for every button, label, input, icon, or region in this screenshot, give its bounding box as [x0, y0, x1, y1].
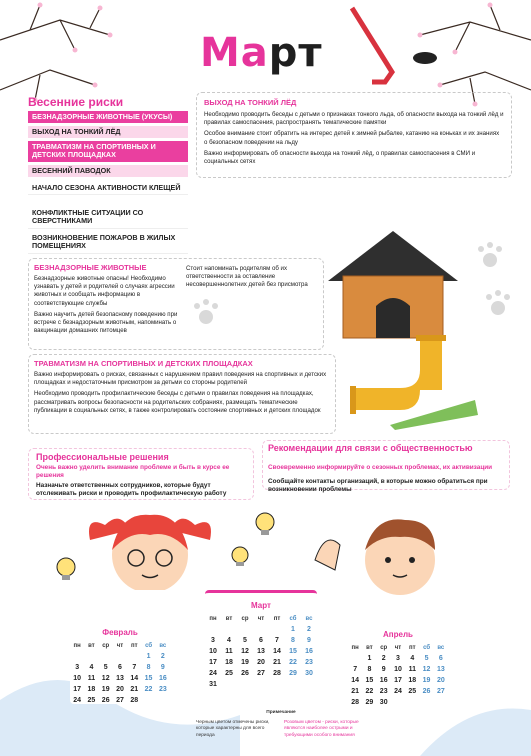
- calendar-day: 24: [209, 670, 217, 677]
- calendar-day: 15: [289, 648, 297, 655]
- calendar-day: 12: [422, 666, 431, 673]
- animals-paragraph-2: Важно научить детей безопасному поведению при встрече с безнадзорным животным, напоминать о вакцинации домашних питомцев: [34, 310, 178, 335]
- calendar-day: [141, 697, 155, 704]
- calendar-weekday: вт: [366, 645, 373, 651]
- calendar-weekday: вт: [225, 616, 233, 622]
- animals-title: БЕЗНАДЗОРНЫЕ ЖИВОТНЫЕ: [34, 263, 147, 272]
- calendar-day: 1: [291, 626, 295, 633]
- calendar-day: 11: [408, 666, 416, 673]
- calendar-day: [205, 626, 221, 633]
- calendar-day: 19: [101, 686, 110, 693]
- calendar-day: 1: [367, 655, 372, 662]
- calendar-day: 3: [211, 637, 215, 644]
- calendar-weekday: пт: [273, 616, 281, 622]
- calendar-day: 14: [351, 677, 360, 684]
- animals-paragraph-1: Безнадзорные животные опасны! Необходимо узнавать у детей и родителей о случаях агрессии животных и сообщать информацию в соответствующие службы: [34, 275, 175, 307]
- calendar-day: 18: [87, 686, 96, 693]
- calendar-day: 4: [227, 637, 231, 644]
- calendar-weekday: сб: [423, 645, 431, 651]
- calendar-weekday: ср: [102, 643, 110, 649]
- legend: [196, 710, 366, 739]
- calendar-weekday: вс: [305, 616, 313, 622]
- calendar-weekday: чт: [394, 645, 402, 651]
- calendar-day: [99, 653, 113, 660]
- legend-heading: Примечание: [266, 710, 296, 715]
- calendar-day: 13: [436, 666, 445, 673]
- calendar-day: 7: [132, 664, 137, 671]
- doghouse-illustration: [318, 226, 468, 341]
- risk-item: КОНФЛИКТНЫЕ СИТУАЦИИ СО СВЕРСТНИКАМИ: [28, 207, 188, 229]
- calendar-day: 7: [353, 666, 358, 673]
- sport-title: ТРАВМАТИЗМ НА СПОРТИВНЫХ И ДЕТСКИХ ПЛОЩАДКАХ: [34, 359, 253, 368]
- calendar-day: 29: [365, 699, 374, 706]
- calendar-day: 6: [259, 637, 263, 644]
- calendar-day: 17: [73, 686, 82, 693]
- sport-paragraph-2: Необходимо проводить профилактические беседы с детьми о правилах поведения на площадках, рассматривать вопросы безопасности на родительских собраниях, размещать тематические публикации в социальных сетях, в также контролировать состояние спортивных и детских площадок: [34, 390, 321, 414]
- calendar-day: 23: [379, 688, 388, 695]
- calendar-day: 14: [130, 675, 139, 682]
- title-part-2: рт: [268, 30, 323, 76]
- calendar-day: 16: [158, 675, 167, 682]
- calendar-day: 3: [75, 664, 80, 671]
- calendar-day: 12: [241, 648, 249, 655]
- calendar-weekday: пн: [73, 643, 81, 649]
- calendar-day: 25: [408, 688, 417, 695]
- calendar-day: 12: [101, 675, 110, 682]
- calendar-month-name: Март: [251, 601, 271, 610]
- calendar-day: 26: [241, 670, 249, 677]
- calendar-day: [253, 626, 269, 633]
- legend-black: Черным цветом отмечены риски, которые характерны для всего периода: [196, 720, 270, 738]
- legend-pink: Розовым цветом - риски, которые являются наиболее острыми и требующими особого внимания: [284, 720, 359, 738]
- animals-side-text: Стоит напоминать родителям об их ответственности за оставление несовершеннолетних детей без присмотра: [186, 265, 308, 289]
- calendar-day: 27: [257, 670, 265, 677]
- calendar-day: 17: [209, 659, 217, 666]
- calendar-day: 22: [144, 686, 153, 693]
- calendar-day: 15: [144, 675, 153, 682]
- calendar-day: 7: [275, 637, 279, 644]
- calendar-day: 10: [73, 675, 82, 682]
- calendar-day: [269, 626, 285, 633]
- ice-paragraph-2: Особое внимание стоит обратить на интерес детей к зимней рыбалке, катанию на коньках и их знаниях о безопасном поведении на льду: [204, 130, 500, 146]
- calendar-day: 11: [87, 675, 96, 682]
- risk-item: ВЕСЕННИЙ ПАВОДОК: [28, 165, 188, 177]
- calendar-weekday: вс: [437, 645, 445, 651]
- calendar-day: 5: [103, 664, 108, 671]
- calendar-day: 31: [209, 681, 217, 688]
- calendar-day: 27: [436, 688, 445, 695]
- calendar-day: 28: [130, 697, 139, 704]
- calendar-day: 11: [225, 648, 233, 655]
- calendar-day: [221, 626, 237, 633]
- calendar-day: 10: [209, 648, 217, 655]
- calendar-day: 22: [289, 659, 297, 666]
- calendar-weekday: чт: [257, 616, 265, 622]
- professional-title: Профессиональные решения: [36, 452, 169, 462]
- calendar-day: 28: [351, 699, 360, 706]
- calendar-day: 30: [305, 670, 313, 677]
- calendar-weekday: пн: [351, 645, 359, 651]
- calendar-day: 23: [305, 659, 313, 666]
- ice-paragraph-3: Важно информировать об опасности выхода на тонкий лёд, о правилах самоспасения в СМИ и социальных сетях: [204, 149, 476, 166]
- calendar-day: 24: [394, 688, 402, 695]
- risk-item: ТРАВМАТИЗМ НА СПОРТИВНЫХ И ДЕТСКИХ ПЛОЩАДКАХ: [28, 141, 188, 162]
- risk-item: ВЫХОД НА ТОНКИЙ ЛЁД: [28, 126, 188, 138]
- calendar-day: 5: [243, 637, 247, 644]
- calendar-day: 21: [130, 686, 139, 693]
- calendar-weekday: сб: [289, 616, 297, 622]
- calendar-day: 26: [101, 697, 110, 704]
- professional-text: Назначьте ответственных сотрудников, которые будут отслеживать риски и проводить профилактическую работу: [36, 482, 227, 498]
- calendar-day: 25: [225, 670, 233, 677]
- calendar-day: 23: [158, 686, 167, 693]
- calendar-day: 2: [381, 655, 386, 662]
- calendar-day: 9: [307, 637, 311, 644]
- pipe-illustration: [350, 330, 480, 430]
- calendar-weekday: сб: [145, 643, 153, 649]
- ice-text: [204, 111, 504, 169]
- calendar-day: 24: [73, 697, 82, 704]
- calendar-day: [237, 626, 253, 633]
- calendar-month-name: Апрель: [383, 630, 413, 639]
- sport-paragraph-1: Важно информировать о рисках, связанных с нарушением правил поведения на спортивных и детских площадках и недостаточным присмотром за детьми со стороны родителей: [34, 371, 327, 387]
- calendar-day: 6: [438, 655, 443, 662]
- calendar-day: 2: [307, 626, 311, 633]
- calendar-day: 6: [118, 664, 122, 671]
- calendar-month-name: Февраль: [102, 628, 138, 637]
- risk-item: НАЧАЛО СЕЗОНА АКТИВНОСТИ КЛЕЩЕЙ: [28, 182, 188, 195]
- calendar-march: [205, 590, 317, 688]
- calendar-day: 27: [116, 697, 124, 704]
- calendar-day: 26: [422, 688, 431, 695]
- calendar-day: 8: [367, 666, 372, 673]
- calendar-weekday: пт: [131, 643, 138, 649]
- calendar-day: 19: [241, 659, 249, 666]
- calendar-weekday: чт: [116, 643, 124, 649]
- calendar-day: [113, 653, 127, 660]
- calendar-day: [84, 653, 98, 660]
- calendar-day: 8: [146, 664, 151, 671]
- calendar-day: 18: [225, 659, 233, 666]
- calendar-day: 20: [116, 686, 124, 693]
- calendar-day: 15: [365, 677, 374, 684]
- animals-text: [34, 275, 184, 339]
- calendar-day: 17: [394, 677, 402, 684]
- public-subtitle: Своевременно информируйте о сезонных проблемах, их активизации: [268, 464, 493, 471]
- ice-title: ВЫХОД НА ТОНКИЙ ЛЁД: [204, 98, 297, 107]
- calendar-day: 4: [89, 664, 94, 671]
- calendar-day: [127, 653, 141, 660]
- calendar-day: 16: [305, 648, 313, 655]
- calendar-day: 13: [116, 675, 124, 682]
- calendar-day: 18: [408, 677, 417, 684]
- calendar-day: 4: [410, 655, 415, 662]
- calendar-weekday: вт: [88, 643, 95, 649]
- page-title: [200, 30, 323, 76]
- calendar-grid: [205, 616, 317, 688]
- risks-heading: Весенние риски: [28, 95, 124, 109]
- calendar-day: 20: [436, 677, 445, 684]
- calendar-day: 8: [291, 637, 295, 644]
- calendar-day: 13: [257, 648, 265, 655]
- calendar-day: 9: [381, 666, 386, 673]
- calendar-day: 28: [273, 670, 281, 677]
- calendar-weekday: ср: [241, 616, 249, 622]
- public-text: Сообщайте контакты организаций, в которые можно обратиться при возникновении проблемы: [268, 478, 488, 494]
- calendar-day: 22: [365, 688, 374, 695]
- calendar-day: 25: [87, 697, 96, 704]
- calendar-day: 2: [160, 653, 165, 660]
- calendar-day: 1: [146, 653, 151, 660]
- calendar-day: 14: [273, 648, 281, 655]
- risk-item: БЕЗНАДЗОРНЫЕ ЖИВОТНЫЕ (УКУСЫ): [28, 111, 188, 123]
- calendar-february: [70, 628, 170, 704]
- calendar-day: [156, 697, 170, 704]
- girl-illustration: [80, 500, 220, 590]
- title-part-1: Ма: [200, 30, 269, 76]
- ice-paragraph-1: Необходимо проводить беседы с детьми о признаках тонкого льда, об опасности выхода на тонкий лёд и правилах самоспасения, распространять тематические памятки: [204, 111, 504, 127]
- calendar-day: 20: [257, 659, 265, 666]
- calendar-weekday: пт: [409, 645, 416, 651]
- calendar-day: 9: [160, 664, 165, 671]
- calendar-day: 3: [396, 655, 400, 662]
- lightbulb-icon: [52, 555, 82, 585]
- calendar-grid: [348, 645, 448, 706]
- calendar-grid: [70, 643, 170, 704]
- calendar-day: 10: [394, 666, 402, 673]
- calendar-day: 21: [273, 659, 281, 666]
- calendar-day: 21: [351, 688, 360, 695]
- calendar-day: [70, 653, 84, 660]
- calendar-day: 5: [424, 655, 429, 662]
- calendar-day: [348, 655, 362, 662]
- risk-item: ВОЗНИКНОВЕНИЕ ПОЖАРОВ В ЖИЛЫХ ПОМЕЩЕНИЯХ: [28, 232, 188, 254]
- calendar-day: 16: [379, 677, 388, 684]
- calendar-day: 19: [422, 677, 431, 684]
- professional-subtitle: Очень важно уделить внимание проблеме и быть в курсе ее решения: [36, 464, 230, 479]
- lightbulb-icons: [230, 510, 280, 570]
- calendar-weekday: ср: [380, 645, 388, 651]
- calendar-april: [348, 630, 448, 706]
- calendar-day: 30: [379, 699, 388, 706]
- calendar-day: 29: [289, 670, 297, 677]
- sport-text: [34, 371, 330, 418]
- calendar-weekday: вс: [159, 643, 167, 649]
- boy-illustration: [305, 505, 465, 595]
- public-title: Рекомендации для связи с общественностью: [268, 443, 473, 453]
- calendar-weekday: пн: [209, 616, 217, 622]
